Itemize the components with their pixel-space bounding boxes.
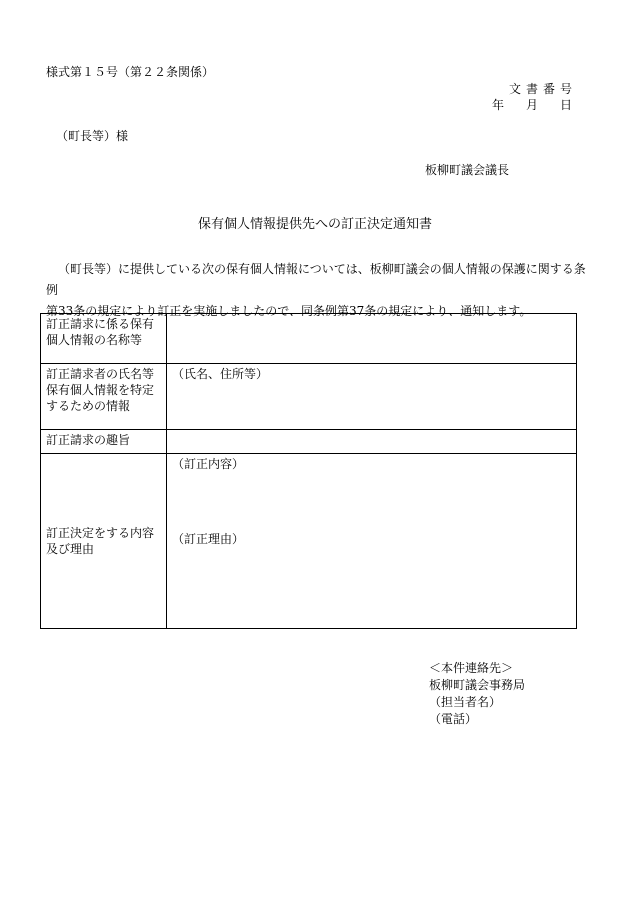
table-row [41,314,577,364]
contact-phone: （電話） [429,712,478,726]
contact-heading: ＜本件連絡先＞ [429,661,514,675]
contact-office: 板柳町議会事務局 [429,678,526,692]
document-number: 文書番号 [508,82,577,96]
body-line-2: 第33条の規定により訂正を実施しましたので、同条例第37条の規定により、通知します。 [46,304,532,318]
row-value-info-name [167,314,577,364]
row-value-decision [167,454,577,629]
table-row [41,364,577,430]
form-number: 様式第１５号（第２２条関係） [46,65,215,79]
document-title: 保有個人情報提供先への訂正決定通知書 [197,217,432,232]
row-label-requester: 訂正請求者の氏名等保有個人情報を特定するための情報 [41,364,167,430]
row-value-requester: （氏名、住所等） [167,364,577,430]
row-label-decision: 訂正決定をする内容及び理由 [41,454,167,629]
table-row [41,430,577,454]
table-row [41,454,577,629]
document-date: 年 月 日 [491,98,577,112]
correction-reason-label: （訂正理由） [172,532,245,546]
sender: 板柳町議会議長 [425,163,510,177]
contact-person: （担当者名） [429,695,502,709]
contact-block [429,660,525,728]
correction-content-label: （訂正内容） [172,457,245,471]
row-label-info-name: 訂正請求に係る保有個人情報の名称等 [41,314,167,364]
body-line-1: （町長等）に提供している次の保有個人情報については、板柳町議会の個人情報の保護に関する条例 [46,262,586,297]
row-value-purpose [167,430,577,454]
notice-table [40,313,577,629]
row-label-purpose: 訂正請求の趣旨 [41,430,167,454]
addressee: （町長等）様 [56,129,129,143]
